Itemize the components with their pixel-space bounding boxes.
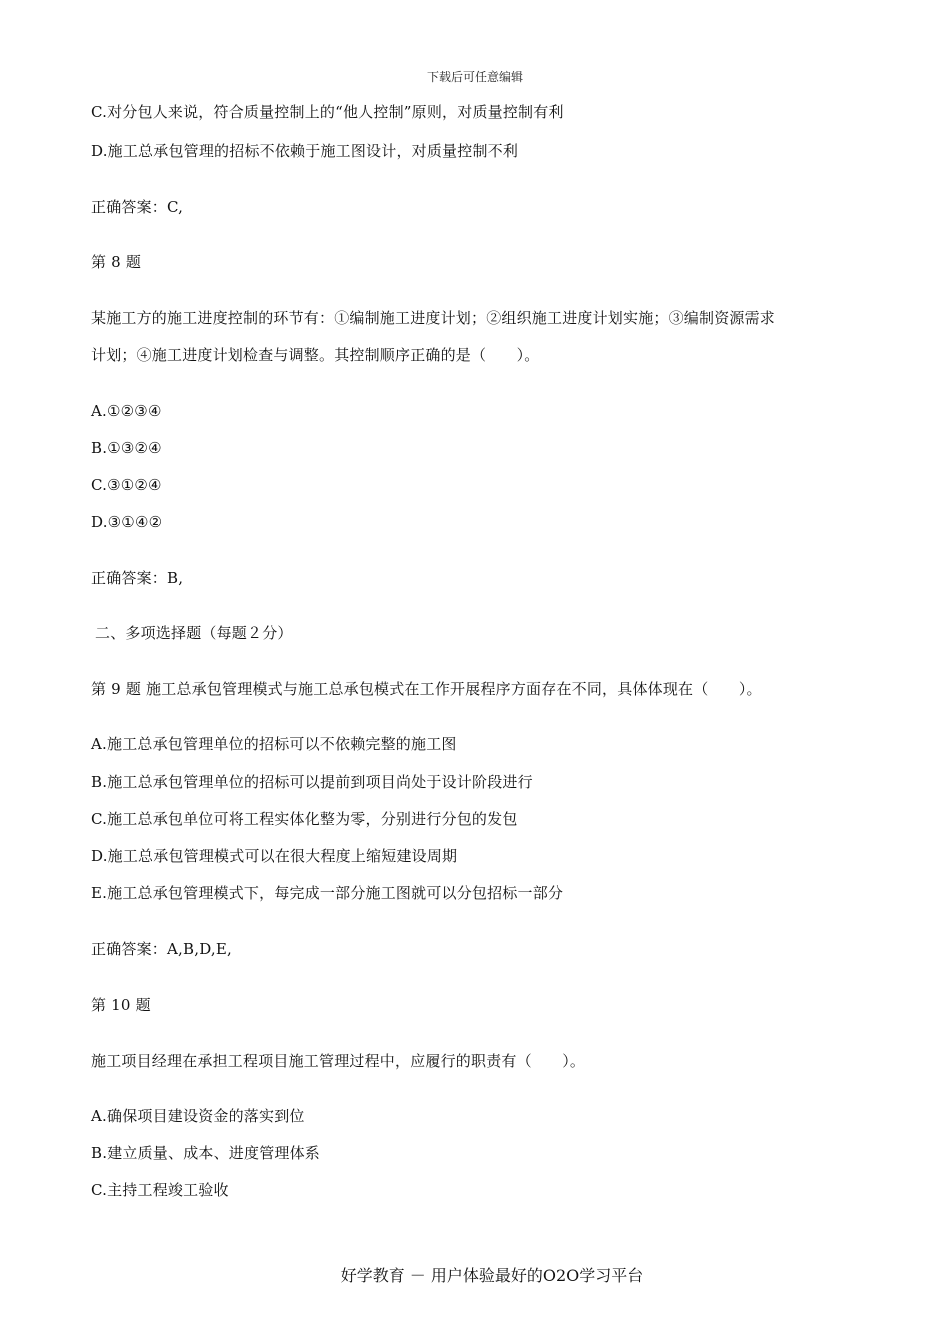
option-d-q7: D.施工总承包管理的招标不依赖于施工图设计，对质量控制不利: [91, 142, 519, 160]
question-8-text-line2: 计划；④施工进度计划检查与调整。其控制顺序正确的是（ ）。: [91, 346, 540, 364]
option-d-q8: D.③①④②: [91, 513, 163, 531]
option-a-q10: A.确保项目建设资金的落实到位: [91, 1107, 305, 1125]
option-e-q9: E.施工总承包管理模式下，每完成一部分施工图就可以分包招标一部分: [91, 884, 564, 902]
option-d-q9: D.施工总承包管理模式可以在很大程度上缩短建设周期: [91, 847, 458, 865]
question-10-text: 施工项目经理在承担工程项目施工管理过程中，应履行的职责有（ ）。: [91, 1052, 586, 1070]
option-c-q10: C.主持工程竣工验收: [91, 1181, 229, 1199]
page-header: 下载后可任意编辑: [426, 70, 523, 84]
option-a-q8: A.①②③④: [91, 402, 162, 420]
question-9-text: 第 9 题 施工总承包管理模式与施工总承包模式在工作开展程序方面存在不同，具体体现在（ ）。: [91, 680, 762, 698]
answer-q9: 正确答案：A,B,D,E,: [91, 940, 232, 958]
section-heading-multiple-choice: 二、多项选择题（每题２分）: [95, 624, 293, 642]
answer-q7: 正确答案：C,: [91, 198, 184, 216]
option-c-q7: C.对分包人来说，符合质量控制上的“他人控制”原则，对质量控制有利: [91, 103, 564, 121]
option-b-q9: B.施工总承包管理单位的招标可以提前到项目尚处于设计阶段进行: [91, 773, 533, 791]
question-10-number: 第 10 题: [91, 996, 151, 1014]
option-b-q8: B.①③②④: [91, 439, 162, 457]
option-c-q8: C.③①②④: [91, 476, 162, 494]
option-c-q9: C.施工总承包单位可将工程实体化整为零，分别进行分包的发包: [91, 810, 518, 828]
answer-q8: 正确答案：B,: [91, 569, 184, 587]
question-8-number: 第 8 题: [91, 253, 142, 271]
option-a-q9: A.施工总承包管理单位的招标可以不依赖完整的施工图: [91, 735, 457, 753]
page-footer: 好学教育 － 用户体验最好的O2O学习平台: [340, 1266, 644, 1285]
option-b-q10: B.建立质量、成本、进度管理体系: [91, 1144, 320, 1162]
question-8-text-line1: 某施工方的施工进度控制的环节有：①编制施工进度计划；②组织施工进度计划实施；③编制资源需求: [91, 309, 776, 327]
